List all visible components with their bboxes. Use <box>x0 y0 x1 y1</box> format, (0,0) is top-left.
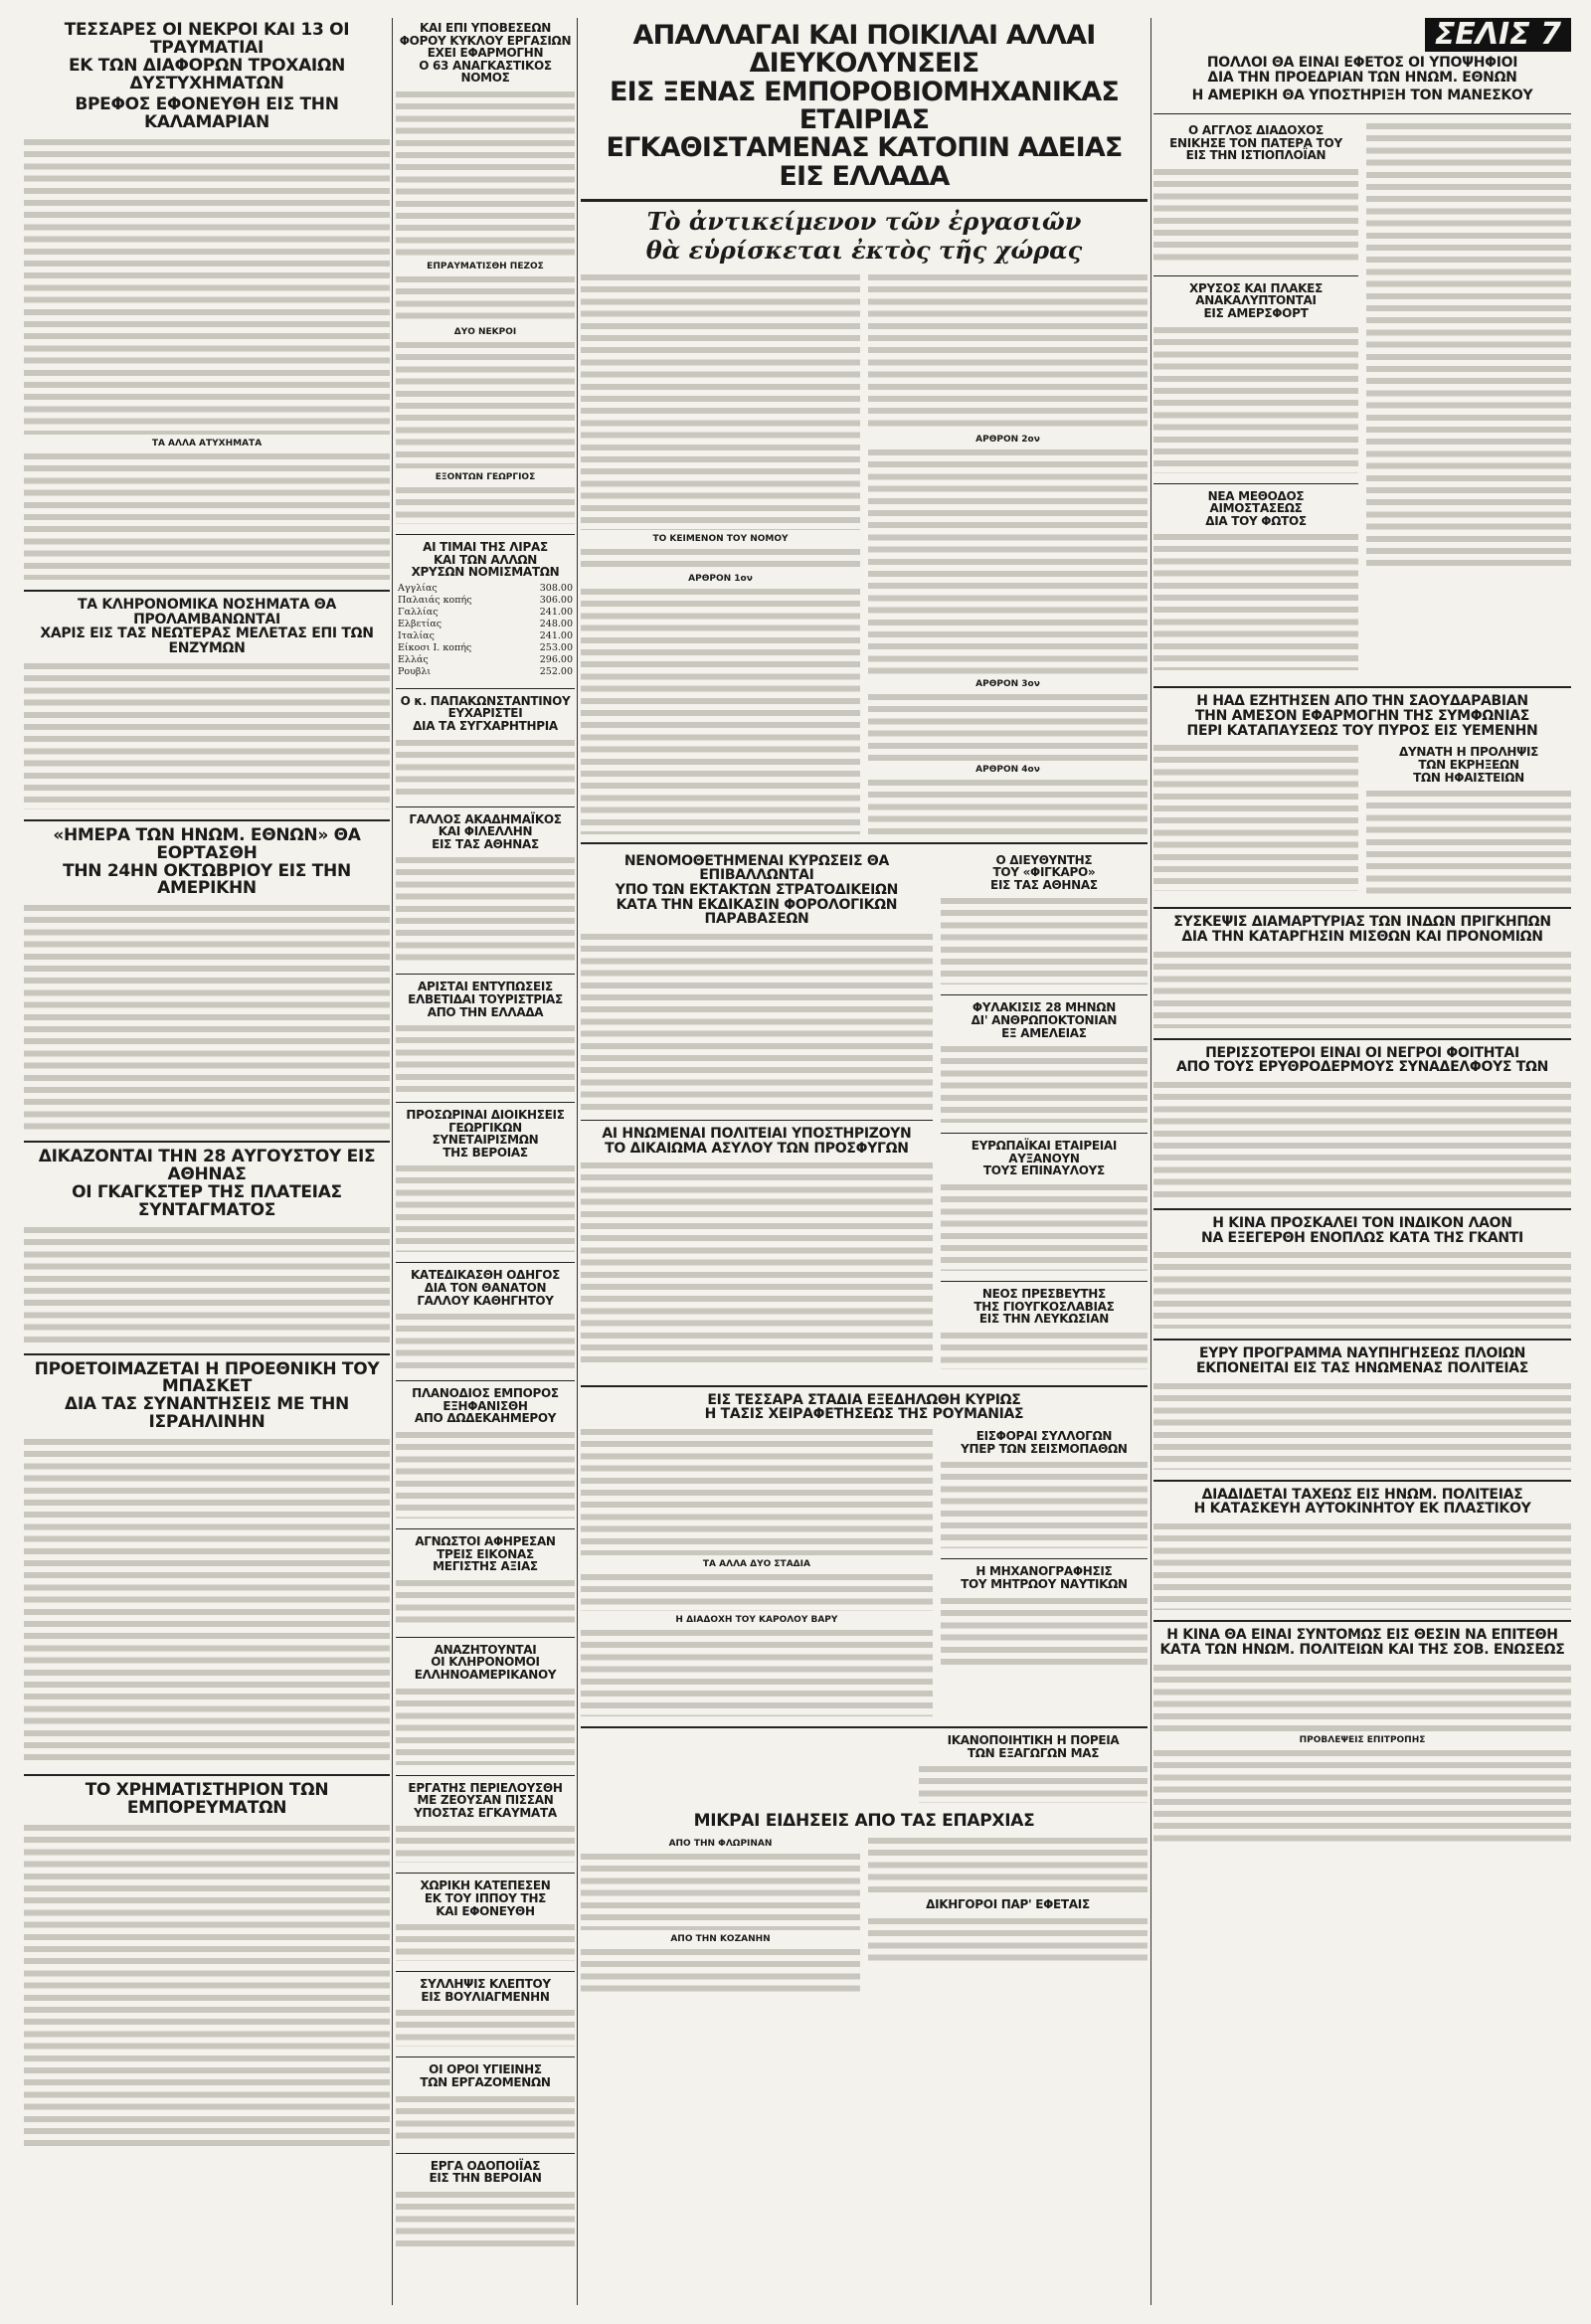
headline: ΕΥΡΩΠΑΪΚΑΙ ΕΤΑΙΡΕΙΑΙ ΑΥΞΑΝΟΥΝ ΤΟΥΣ ΕΠΙΝΑΥΛΟΥΣ <box>971 1139 1118 1178</box>
lead-story-body <box>581 271 1148 836</box>
column-2 <box>396 18 575 2258</box>
coin-name: Γαλλίας <box>398 606 439 618</box>
article-worker-burned <box>396 1782 575 1864</box>
column-rule <box>577 18 578 2305</box>
article-body <box>24 660 390 809</box>
article-body <box>1153 1747 1571 1847</box>
article-body <box>581 1160 933 1368</box>
subhead: ΤΑ ΑΛΛΑ ΔΥΟ ΣΤΑΔΙΑ <box>702 1559 810 1570</box>
headline: ΑΓΝΩΣΤΟΙ ΑΦΗΡΕΣΑΝ ΤΡΕΙΣ ΕΙΚΟΝΑΣ ΜΕΓΙΣΤΗΣ ΑΞΙΑΣ <box>415 1534 556 1574</box>
article-body <box>868 1835 1148 1894</box>
subhead: Η ΔΙΑΔΟΧΗ ΤΟΥ ΚΑΡΟΛΟΥ ΒΑΡΥ <box>675 1615 838 1626</box>
article-body <box>581 1627 933 1716</box>
article-body <box>396 1686 575 1765</box>
headline: ΑΙ ΗΝΩΜΕΝΑΙ ΠΟΛΙΤΕΙΑΙ ΥΠΟΣΤΗΡΙΖΟΥΝ ΤΟ ΔΙΚΑΙΩΜΑ ΑΣΥΛΟΥ ΤΩΝ ΠΡΟΣΦΥΓΩΝ <box>602 1126 912 1157</box>
article-body <box>1153 324 1358 473</box>
article-body <box>1153 742 1358 891</box>
coin-name: Είκοσι Ι. κοπής <box>398 641 472 653</box>
column-rule <box>392 18 393 2305</box>
top-section <box>1153 120 1571 680</box>
subhead: ΤΑ ΑΛΛΑ ΑΤΥΧΗΜΑΤΑ <box>151 439 263 449</box>
coin-name: Ρουβλι <box>398 665 432 677</box>
article-body <box>581 586 860 834</box>
article-body <box>919 1763 1148 1803</box>
article-hemostasis <box>1153 490 1358 671</box>
coin-price: 248.00 <box>539 618 573 629</box>
gold-price-table <box>396 583 575 678</box>
headline: ΤΕΣΣΑΡΕΣ ΟΙ ΝΕΚΡΟΙ ΚΑΙ 13 ΟΙ ΤΡΑΥΜΑΤΙΑΙ ΕΚ ΤΩΝ ΔΙΑΦΟΡΩΝ ΤΡΟΧΑΙΩΝ ΔΥΣΤΥΧΗΜΑΤΩΝ <box>64 20 350 93</box>
article-thief-arrest <box>396 1978 575 2047</box>
headline: ΤΑ ΚΛΗΡΟΝΟΜΙΚΑ ΝΟΣΗΜΑΤΑ ΘΑ ΠΡΟΛΑΜΒΑΝΩΝΤΑΙ ΧΑΡΙΣ ΕΙΣ ΤΑΣ ΝΕΩΤΕΡΑΣ ΜΕΛΕΤΑΣ ΕΠΙ ΤΩΝ ΕΝΖΥΜΩΝ <box>40 597 374 657</box>
article-body <box>581 1571 933 1611</box>
article-body <box>396 1921 575 1961</box>
subhead: ΕΠΡΑΥΜΑΤΙΣΘΗ ΠΕΖΟΣ <box>427 261 544 271</box>
price-row <box>396 607 575 619</box>
article-body <box>868 1915 1148 1965</box>
coin-price: 241.00 <box>539 629 573 641</box>
article-turnover-tax <box>396 22 575 524</box>
article-shipbuilding <box>1153 1346 1571 1469</box>
article-body <box>396 484 575 524</box>
article-body <box>581 271 860 530</box>
headline: ΝΕΝΟΜΟΘΕΤΗΜΕΝΑΙ ΚΥΡΩΣΕΙΣ ΘΑ ΕΠΙΒΑΛΛΩΝΤΑΙ ΥΠΟ ΤΩΝ ΕΚΤΑΚΤΩΝ ΣΤΡΑΤΟΔΙΚΕΙΩΝ ΚΑΤΑ ΤΗΝ ΕΚΔΙΚΑΣΙΝ ΦΟΡΟΛΟΓΙΚΩΝ ΠΑΡΑΒΑΣΕΩΝ <box>615 852 899 928</box>
article-heirs-sought <box>396 1644 575 1765</box>
headline: Η ΚΙΝΑ ΠΡΟΣΚΑΛΕΙ ΤΟΝ ΙΝΔΙΚΟΝ ΛΑΟΝ ΝΑ ΕΞΕΓΕΡΘΗ ΕΝΟΠΛΩΣ ΚΑΤΑ ΤΗΣ ΓΚΑΝΤΙ <box>1201 1215 1523 1246</box>
article-body <box>581 546 860 570</box>
headline: ΕΙΣΦΟΡΑΙ ΣΥΛΛΟΓΩΝ ΥΠΕΡ ΤΩΝ ΣΕΙΣΜΟΠΑΘΩΝ <box>961 1429 1128 1456</box>
headline: ΠΟΛΛΟΙ ΘΑ ΕΙΝΑΙ ΕΦΕΤΟΣ ΟΙ ΥΠΟΨΗΦΙΟΙ ΔΙΑ ΤΗΝ ΠΡΟΕΔΡΙΑΝ ΤΩΝ ΗΝΩΜ. ΕΘΝΩΝ <box>1206 55 1518 86</box>
article-swiss-tourist <box>396 981 575 1092</box>
headline: «ΗΜΕΡΑ ΤΩΝ ΗΝΩΜ. ΕΘΝΩΝ» ΘΑ ΕΟΡΤΑΣΘΗ ΤΗΝ 24ΗΝ ΟΚΤΩΒΡΙΟΥ ΕΙΣ ΤΗΝ ΑΜΕΡΙΚΗΝ <box>53 824 361 899</box>
headline: Ο κ. ΠΑΠΑΚΩΝΣΤΑΝΤΙΝΟΥ ΕΥΧΑΡΙΣΤΕΙ ΔΙΑ ΤΑ ΣΥΓΧΑΡΗΤΗΡΙΑ <box>400 693 571 733</box>
article-body <box>1153 1520 1571 1610</box>
coin-price: 296.00 <box>539 653 573 665</box>
article-body <box>941 1595 1148 1665</box>
subheadline: Τὸ ἀντικείμενον τῶν ἐργασιῶν θὰ εὑρίσκεται ἐκτὸς τῆς χώρας <box>645 207 1083 265</box>
article-sailing <box>1153 124 1358 266</box>
article-body <box>941 1043 1148 1123</box>
article-body <box>581 1851 860 1930</box>
headline: ΕΡΓΑΤΗΣ ΠΕΡΙΕΛΟΥΣΘΗ ΜΕ ΖΕΟΥΣΑΝ ΠΙΣΣΑΝ ΥΠΟΣΤΑΣ ΕΓΚΑΥΜΑΤΑ <box>408 1780 563 1820</box>
mid-section <box>581 850 1148 1379</box>
article-body <box>396 1162 575 1252</box>
article-body <box>868 447 1148 675</box>
article-body <box>581 931 933 1110</box>
article-figaro-director <box>941 854 1148 985</box>
article-body <box>1153 1249 1571 1329</box>
price-row <box>396 630 575 642</box>
headline: ΦΥΛΑΚΙΣΙΣ 28 ΜΗΝΩΝ ΔΙ' ΑΝΘΡΩΠΟΚΤΟΝΙΑΝ ΕΞ ΑΜΕΛΕΙΑΣ <box>971 1000 1118 1040</box>
headline: ΟΙ ΟΡΟΙ ΥΓΙΕΙΝΗΣ ΤΩΝ ΕΡΓΑΖΟΜΕΝΩΝ <box>420 2062 551 2089</box>
article-romania <box>581 1393 1148 1716</box>
headline: ΜΙΚΡΑΙ ΕΙΔΗΣΕΙΣ ΑΠΟ ΤΑΣ ΕΠΑΡΧΙΑΣ <box>693 1811 1035 1832</box>
headline: ΑΝΑΖΗΤΟΥΝΤΑΙ ΟΙ ΚΛΗΡΟΝΟΜΟΙ ΕΛΛΗΝΟΑΜΕΡΙΚΑΝΟΥ <box>414 1642 557 1682</box>
article-gangsters-trial <box>24 1149 390 1342</box>
headline: ΚΑΙ ΕΠΙ ΥΠΟΒΕΣΕΩΝ ΦΟΡΟΥ ΚΥΚΛΟΥ ΕΡΓΑΣΙΩΝ ΕΧΕΙ ΕΦΑΡΜΟΓΗΝ Ο 63 ΑΝΑΓΚΑΣΤΙΚΟΣ ΝΟΜΟΣ <box>399 21 572 86</box>
article-yemen <box>1153 694 1571 897</box>
article-asylum <box>581 1127 933 1368</box>
column-1 <box>24 18 390 2160</box>
subhead: ΔΥΟ ΝΕΚΡΟΙ <box>453 326 517 337</box>
article-french-academic <box>396 813 575 965</box>
headline: ΤΟ ΧΡΗΜΑΤΙΣΤΗΡΙΟΝ ΤΩΝ ΕΜΠΟΡΕΥΜΑΤΩΝ <box>85 1779 329 1818</box>
article-body <box>941 1330 1148 1369</box>
coin-price: 241.00 <box>539 606 573 618</box>
coin-price: 252.00 <box>539 665 573 677</box>
article-body <box>396 1577 575 1627</box>
headline: ΧΩΡΙΚΗ ΚΑΤΕΠΕΣΕΝ ΕΚ ΤΟΥ ΙΠΠΟΥ ΤΗΣ ΚΑΙ ΕΦΟΝΕΥΘΗ <box>420 1878 551 1918</box>
subheadline: Η ΑΜΕΡΙΚΗ ΘΑ ΥΠΟΣΤΗΡΙΞΗ ΤΟΝ ΜΑΝΕΣΚΟΥ <box>1191 88 1533 104</box>
price-row <box>396 666 575 678</box>
price-row <box>396 595 575 607</box>
article-yugoslav-ambassador <box>941 1288 1148 1369</box>
article-imprisonment <box>941 1001 1148 1123</box>
headline: ΕΥΡΥ ΠΡΟΓΡΑΜΜΑ ΝΑΥΠΗΓΗΣΕΩΣ ΠΛΟΙΩΝ ΕΚΠΟΝΕΙΤΑΙ ΕΙΣ ΤΑΣ ΗΝΩΜΕΝΑΣ ΠΟΛΙΤΕΙΑΣ <box>1195 1345 1529 1377</box>
coin-name: Ιταλίας <box>398 629 435 641</box>
article-body <box>1153 1380 1571 1470</box>
column-3 <box>581 18 1148 2006</box>
headline: Η ΜΗΧΑΝΟΓΡΑΦΗΣΙΣ ΤΟΥ ΜΗΤΡΩΟΥ ΝΑΥΤΙΚΩΝ <box>961 1564 1128 1591</box>
article-body <box>941 1181 1148 1271</box>
article-body <box>24 1822 390 2150</box>
article-traffic-accidents <box>24 22 390 580</box>
article-body <box>396 339 575 468</box>
coin-price: 253.00 <box>539 641 573 653</box>
article-horse-fall <box>396 1879 575 1961</box>
article-body <box>868 777 1148 836</box>
article-body <box>396 273 575 323</box>
article-body <box>1153 949 1571 1028</box>
coin-name: Αγγλίας <box>398 582 438 594</box>
article-body <box>1153 1662 1571 1731</box>
article-body <box>396 1823 575 1863</box>
article-body <box>24 136 390 435</box>
headline: ΕΙΣ ΤΕΣΣΑΡΑ ΣΤΑΔΙΑ ΕΞΕΔΗΛΩΘΗ ΚΥΡΙΩΣ Η ΤΑΣΙΣ ΧΕΙΡΑΦΕΤΗΣΕΩΣ ΤΗΣ ΡΟΥΜΑΝΙΑΣ <box>704 1391 1024 1423</box>
article-body <box>396 2007 575 2047</box>
headline: ΔΥΝΑΤΗ Η ΠΡΟΛΗΨΙΣ ΤΩΝ ΕΚΡΗΞΕΩΝ ΤΩΝ ΗΦΑΙΣΤΕΙΩΝ <box>1398 745 1539 785</box>
subhead: ΠΡΟΒΛΕΨΕΙΣ ΕΠΙΤΡΟΠΗΣ <box>1299 1734 1426 1745</box>
article-body <box>1153 1079 1571 1198</box>
headline: Η ΚΙΝΑ ΘΑ ΕΙΝΑΙ ΣΥΝΤΟΜΩΣ ΕΙΣ ΘΕΣΙΝ ΝΑ ΕΠΙΤΕΘΗ ΚΑΤΑ ΤΩΝ ΗΝΩΜ. ΠΟΛΙΤΕΙΩΝ ΚΑΙ ΤΗΣ ΣΟΒ. ΕΝΩΣΕΩΣ <box>1159 1627 1565 1658</box>
article-basketball <box>24 1358 390 1764</box>
price-row <box>396 583 575 595</box>
lead-story-banner <box>581 22 1148 202</box>
headline: ΠΛΑΝΟΔΙΟΣ ΕΜΠΟΡΟΣ ΕΞΗΦΑΝΙΣΘΗ ΑΠΟ ΔΩΔΕΚΑΗΜΕΡΟΥ <box>412 1386 559 1426</box>
headline: ΔΙΚΗΓΟΡΟΙ ΠΑΡ' ΕΦΕΤΑΙΣ <box>926 1897 1090 1912</box>
article-china-india <box>1153 1216 1571 1329</box>
headline: ΝΕΑ ΜΕΘΟΔΟΣ ΑΙΜΟΣΤΑΣΕΩΣ ΔΙΑ ΤΟΥ ΦΩΤΟΣ <box>1205 488 1307 528</box>
article-body <box>941 895 1148 984</box>
subhead: ΑΡΘΡΟΝ 2ον <box>975 434 1040 445</box>
subhead: ΑΡΘΡΟΝ 1ον <box>688 573 753 584</box>
headline: ΚΑΤΕΔΙΚΑΣΘΗ ΟΔΗΓΟΣ ΔΙΑ ΤΟΝ ΘΑΝΑΤΟΝ ΓΑΛΛΟΥ ΚΑΘΗΓΗΤΟΥ <box>410 1268 561 1308</box>
article-body <box>1153 166 1358 266</box>
article-un-presidency <box>1153 56 1571 103</box>
price-row <box>396 654 575 666</box>
coin-name: Ελλάς <box>398 653 429 665</box>
section-logo: ΣΕΛΙΣ 7 <box>1425 18 1571 52</box>
article-court-martial <box>581 854 933 1110</box>
article-body <box>396 89 575 258</box>
headline: ΠΕΡΙΣΣΟΤΕΡΟΙ ΕΙΝΑΙ ΟΙ ΝΕΓΡΟΙ ΦΟΙΤΗΤΑΙ ΑΠΟ ΤΟΥΣ ΕΡΥΘΡΟΔΕΡΜΟΥΣ ΣΥΝΑΔΕΛΦΟΥΣ ΤΩΝ <box>1175 1044 1549 1076</box>
coin-price: 306.00 <box>539 594 573 606</box>
headline: ΓΑΛΛΟΣ ΑΚΑΔΗΜΑΪΚΟΣ ΚΑΙ ΦΙΛΕΛΛΗΝ ΕΙΣ ΤΑΣ ΑΘΗΝΑΣ <box>409 811 562 851</box>
article-plastic-car <box>1153 1488 1571 1610</box>
article-veria-roads <box>396 2160 575 2248</box>
article-body <box>24 1224 390 1343</box>
subhead: ΑΡΘΡΟΝ 3ον <box>975 678 1040 689</box>
article-body <box>396 1429 575 1519</box>
headline: ΑΠΑΛΛΑΓΑΙ ΚΑΙ ΠΟΙΚΙΛΑΙ ΑΛΛΑΙ ΔΙΕΥΚΟΛΥΝΣΕΙΣ ΕΙΣ ΞΕΝΑΣ ΕΜΠΟΡΟΒΙΟΜΗΧΑΝΙΚΑΣ ΕΤΑΙΡΙΑΣ ΕΓΚΑΘΙΣΤΑΜΕΝΑΣ ΚΑΤΟΠΙΝ ΑΔΕΙΑΣ ΕΙΣ ΕΛΛΑΔΑ <box>606 20 1123 192</box>
article-body <box>396 2189 575 2248</box>
article-china-attack <box>1153 1628 1571 1846</box>
article-icons-stolen <box>396 1535 575 1627</box>
price-row <box>396 642 575 654</box>
coin-price: 308.00 <box>539 582 573 594</box>
headline: ΣΥΛΛΗΨΙΣ ΚΛΕΠΤΟΥ ΕΙΣ ΒΟΥΛΙΑΓΜΕΝΗΝ <box>420 1977 551 2004</box>
article-driver-convicted <box>396 1269 575 1370</box>
article-hygiene-terms <box>396 2063 575 2142</box>
headline: ΕΡΓΑ ΟΔΟΠΟΙΪΑΣ ΕΙΣ ΤΗΝ ΒΕΡΟΙΑΝ <box>429 2158 542 2186</box>
headline: ΠΡΟΕΤΟΙΜΑΖΕΤΑΙ Η ΠΡΟΕΘΝΙΚΗ ΤΟΥ ΜΠΑΣΚΕΤ ΔΙΑ ΤΑΣ ΣΥΝΑΝΤΗΣΕΙΣ ΜΕ ΤΗΝ ΙΣΡΑΗΛΙΝΗΝ <box>34 1358 380 1433</box>
article-body <box>581 1946 860 1996</box>
headline: Ο ΔΙΕΥΘΥΝΤΗΣ ΤΟΥ «ΦΙΓΚΑΡΟ» ΕΙΣ ΤΑΣ ΑΘΗΝΑΣ <box>990 852 1098 892</box>
coin-name: Παλαιάς κοπής <box>398 594 472 606</box>
headline: ΔΙΚΑΖΟΝΤΑΙ ΤΗΝ 28 ΑΥΓΟΥΣΤΟΥ ΕΙΣ ΑΘΗΝΑΣ ΟΙ ΓΚΑΓΚΣΤΕΡ ΤΗΣ ΠΛΑΤΕΙΑΣ ΣΥΝΤΑΓΜΑΤΟΣ <box>38 1147 376 1220</box>
subhead: ΤΟ ΚΕΙΜΕΝΟΝ ΤΟΥ ΝΟΜΟΥ <box>652 533 789 544</box>
article-hereditary-diseases <box>24 598 390 809</box>
article-body <box>1366 120 1571 568</box>
subhead: ΑΡΘΡΟΝ 4ον <box>975 764 1040 775</box>
article-body <box>868 271 1148 431</box>
subhead: ΑΠΟ ΤΗΝ ΦΛΩΡΙΝΑΝ <box>668 1839 773 1850</box>
article-body <box>396 2093 575 2143</box>
subhead: ΕΞΟΝΤΩΝ ΓΕΩΡΓΙΟΣ <box>435 471 536 482</box>
article-body <box>941 1459 1148 1548</box>
article-body <box>24 450 390 580</box>
article-body <box>396 737 575 797</box>
article-indian-princes <box>1153 915 1571 1027</box>
headline: ΙΚΑΝΟΠΟΙΗΤΙΚΗ Η ΠΟΡΕΙΑ ΤΩΝ ΕΞΑΓΩΓΩΝ ΜΑΣ <box>947 1733 1120 1760</box>
column-4 <box>1153 18 1571 1857</box>
subhead: ΑΠΟ ΤΗΝ ΚΟΖΑΝΗΝ <box>670 1934 771 1945</box>
article-un-day <box>24 824 390 1131</box>
headline: ΠΡΟΣΩΡΙΝΑΙ ΔΙΟΙΚΗΣΕΙΣ ΓΕΩΡΓΙΚΩΝ ΣΥΝΕΤΑΙΡΙΣΜΩΝ ΤΗΣ ΒΕΡΟΙΑΣ <box>406 1108 565 1160</box>
article-body <box>396 1311 575 1370</box>
article-body <box>24 1436 390 1764</box>
headline: ΑΡΙΣΤΑΙ ΕΝΤΥΠΩΣΕΙΣ ΕΛΒΕΤΙΔΑΙ ΤΟΥΡΙΣΤΡΙΑΣ ΑΠΟ ΤΗΝ ΕΛΛΑΔΑ <box>408 980 563 1019</box>
article-earthquake-donations <box>941 1430 1148 1548</box>
article-gold-amersfoort <box>1153 282 1358 473</box>
headline: Ο ΑΓΓΛΟΣ ΔΙΑΔΟΧΟΣ ΕΝΙΚΗΣΕ ΤΟΝ ΠΑΤΕΡΑ ΤΟΥ ΕΙΣ ΤΗΝ ΙΣΤΙΟΠΛΟΪΑΝ <box>1169 123 1342 163</box>
article-exports <box>919 1734 1148 1803</box>
headline: ΣΥΣΚΕΨΙΣ ΔΙΑΜΑΡΤΥΡΙΑΣ ΤΩΝ ΙΝΔΩΝ ΠΡΙΓΚΗΠΩΝ ΔΙΑ ΤΗΝ ΚΑΤΑΡΓΗΣΙΝ ΜΙΣΘΩΝ ΚΑΙ ΠΡΟΝΟΜΙΩΝ <box>1173 914 1551 945</box>
article-negro-students <box>1153 1046 1571 1198</box>
article-body <box>581 1426 933 1555</box>
article-cooperatives <box>396 1109 575 1252</box>
column-rule <box>1150 18 1151 2305</box>
article-gold-prices <box>396 541 575 678</box>
article-body <box>1366 788 1571 897</box>
headline: ΑΙ ΤΙΜΑΙ ΤΗΣ ΛΙΡΑΣ ΚΑΙ ΤΩΝ ΑΛΛΩΝ ΧΡΥΣΩΝ ΝΟΜΙΣΜΑΤΩΝ <box>411 539 560 580</box>
price-row <box>396 619 575 630</box>
article-body <box>868 691 1148 761</box>
headline: Η ΗΑΔ ΕΖΗΤΗΣΕΝ ΑΠΟ ΤΗΝ ΣΑΟΥΔΑΡΑΒΙΑΝ ΤΗΝ ΑΜΕΣΟΝ ΕΦΑΡΜΟΓΗΝ ΤΗΣ ΣΥΜΦΩΝΙΑΣ ΠΕΡΙ ΚΑΤΑΠΑΥΣΕΩΣ ΤΟΥ ΠΥΡΟΣ ΕΙΣ ΥΕΜΕΝΗΝ <box>1186 693 1538 739</box>
article-provinces <box>581 1813 1148 1996</box>
article-seamen-registry <box>941 1565 1148 1664</box>
headline: ΝΕΟΣ ΠΡΕΣΒΕΥΤΗΣ ΤΗΣ ΓΙΟΥΓΚΟΣΛΑΒΙΑΣ ΕΙΣ ΤΗΝ ΛΕΥΚΩΣΙΑΝ <box>973 1287 1115 1327</box>
article-commodity-exchange <box>24 1779 390 2150</box>
article-body <box>24 902 390 1131</box>
headline: ΧΡΥΣΟΣ ΚΑΙ ΠΛΑΚΕΣ ΑΝΑΚΑΛΥΠΤΟΝΤΑΙ ΕΙΣ ΑΜΕΡΣΦΟΡΤ <box>1189 280 1323 321</box>
headline: ΔΙΑΔΙΔΕΤΑΙ ΤΑΧΕΩΣ ΕΙΣ ΗΝΩΜ. ΠΟΛΙΤΕΙΑΣ Η ΚΑΤΑΣΚΕΥΗ ΑΥΤΟΚΙΝΗΤΟΥ ΕΚ ΠΛΑΣΤΙΚΟΥ <box>1193 1486 1531 1518</box>
article-merchant-missing <box>396 1387 575 1519</box>
article-freight-rates <box>941 1140 1148 1271</box>
subheadline: ΒΡΕΦΟΣ ΕΦΟΝΕΥΘΗ ΕΙΣ ΤΗΝ ΚΑΛΑΜΑΡΙΑΝ <box>75 94 339 133</box>
article-body <box>1153 531 1358 670</box>
article-papakonstantinou <box>396 695 575 797</box>
coin-name: Ελβετίας <box>398 618 442 629</box>
article-body <box>396 1022 575 1092</box>
article-body <box>396 854 575 964</box>
